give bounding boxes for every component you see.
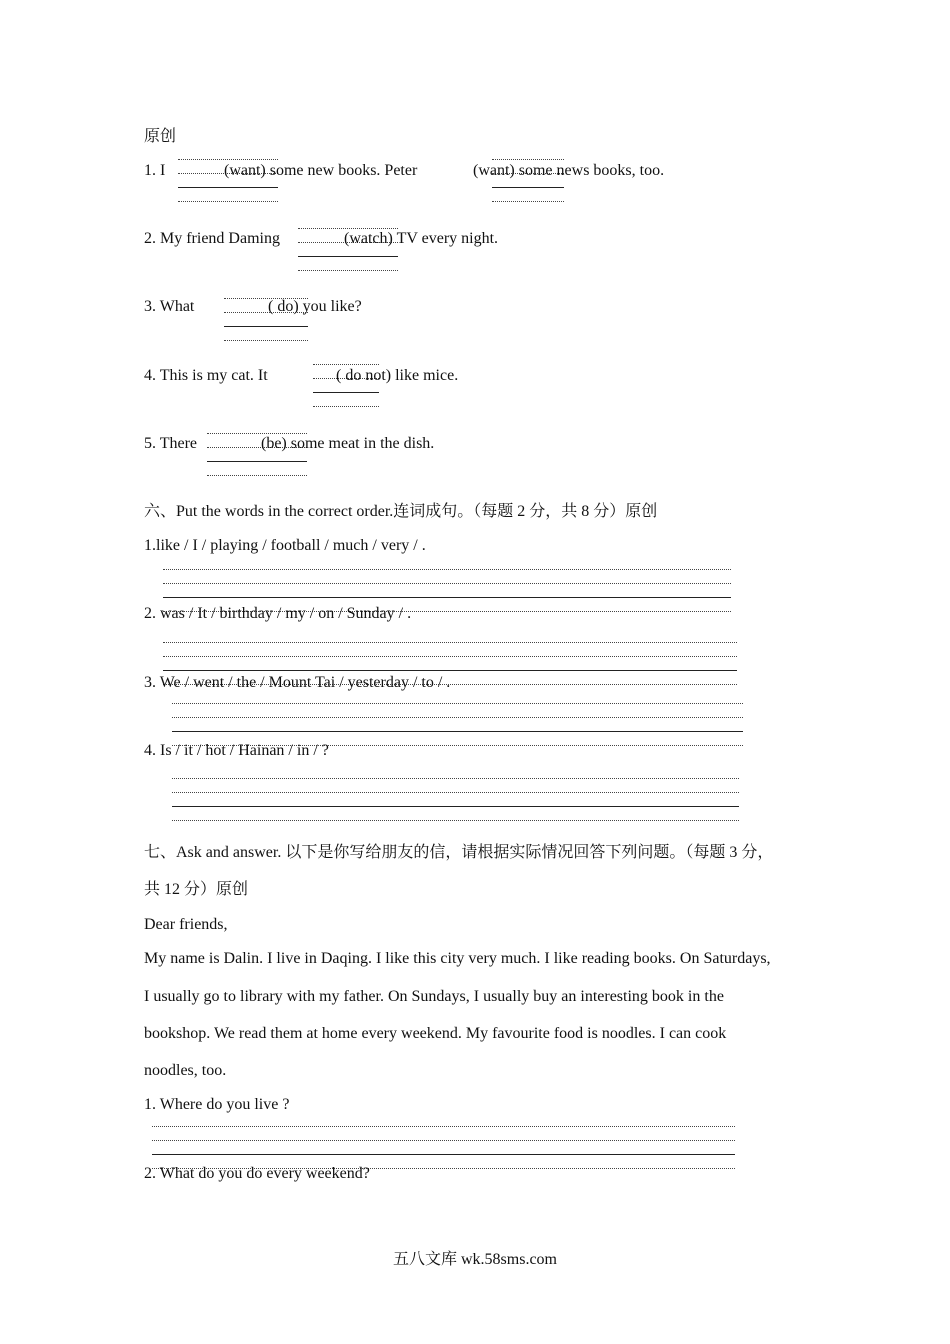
order-item-2: 2. was / It / birthday / my / on / Sunday / . [144,605,412,622]
fill-in-2-hint: (watch) TV every night. [344,230,499,247]
section-7-heading-line-1: 七、Ask and answer. 以下是你写给朋友的信，请根据实际情况回答下列问题。（每题 3 分， [144,844,774,861]
section-6-heading: 六、Put the words in the correct order.连词成句。（每题 2 分，共 8 分）原创 [144,503,658,520]
fill-in-1-prefix: 1. I [144,162,166,179]
order-item-3: 3. We / went / the / Mount Tai / yesterday / to / . [144,674,451,691]
letter-greeting: Dear friends, [144,916,228,933]
fill-in-4-prefix: 4. This is my cat. It [144,367,268,384]
question-1: 1. Where do you live ? [144,1096,290,1113]
fill-in-4-hint: ( do not) like mice. [336,367,459,384]
fill-in-1-hint1: (want) some new books. Peter [224,162,418,179]
question-1-answer-line[interactable] [152,1126,735,1168]
fill-in-5-prefix: 5. There [144,435,198,452]
order-answer-line-4[interactable] [172,778,739,820]
letter-line-3: bookshop. We read them at home every weekend. My favourite food is noodles. I can cook [144,1025,727,1042]
letter-line-2: I usually go to library with my father. On Sundays, I usually buy an interesting book in the [144,988,724,1005]
fill-in-2-prefix: 2. My friend Daming [144,230,280,247]
order-item-4: 4. Is / it / hot / Hainan / in / ? [144,742,329,759]
fill-in-3-hint: ( do) you like? [268,298,362,315]
fill-in-1-hint2: (want) some news books, too. [473,162,665,179]
footer-watermark: 五八文库 wk.58sms.com [392,1251,557,1268]
letter-line-1: My name is Dalin. I live in Daqing. I like this city very much. I like reading books. On Saturdays, [144,950,771,967]
section-7-heading-line-2: 共 12 分）原创 [144,881,249,898]
order-answer-line-3[interactable] [172,703,743,745]
order-item-1: 1.like / I / playing / football / much / very / . [144,537,426,554]
fill-in-5-hint: (be) some meat in the dish. [261,435,435,452]
fill-in-3-prefix: 3. What [144,298,195,315]
header-note: 原创 [144,128,177,145]
question-2: 2. What do you do every weekend? [144,1165,370,1182]
letter-line-4: noodles, too. [144,1062,227,1079]
